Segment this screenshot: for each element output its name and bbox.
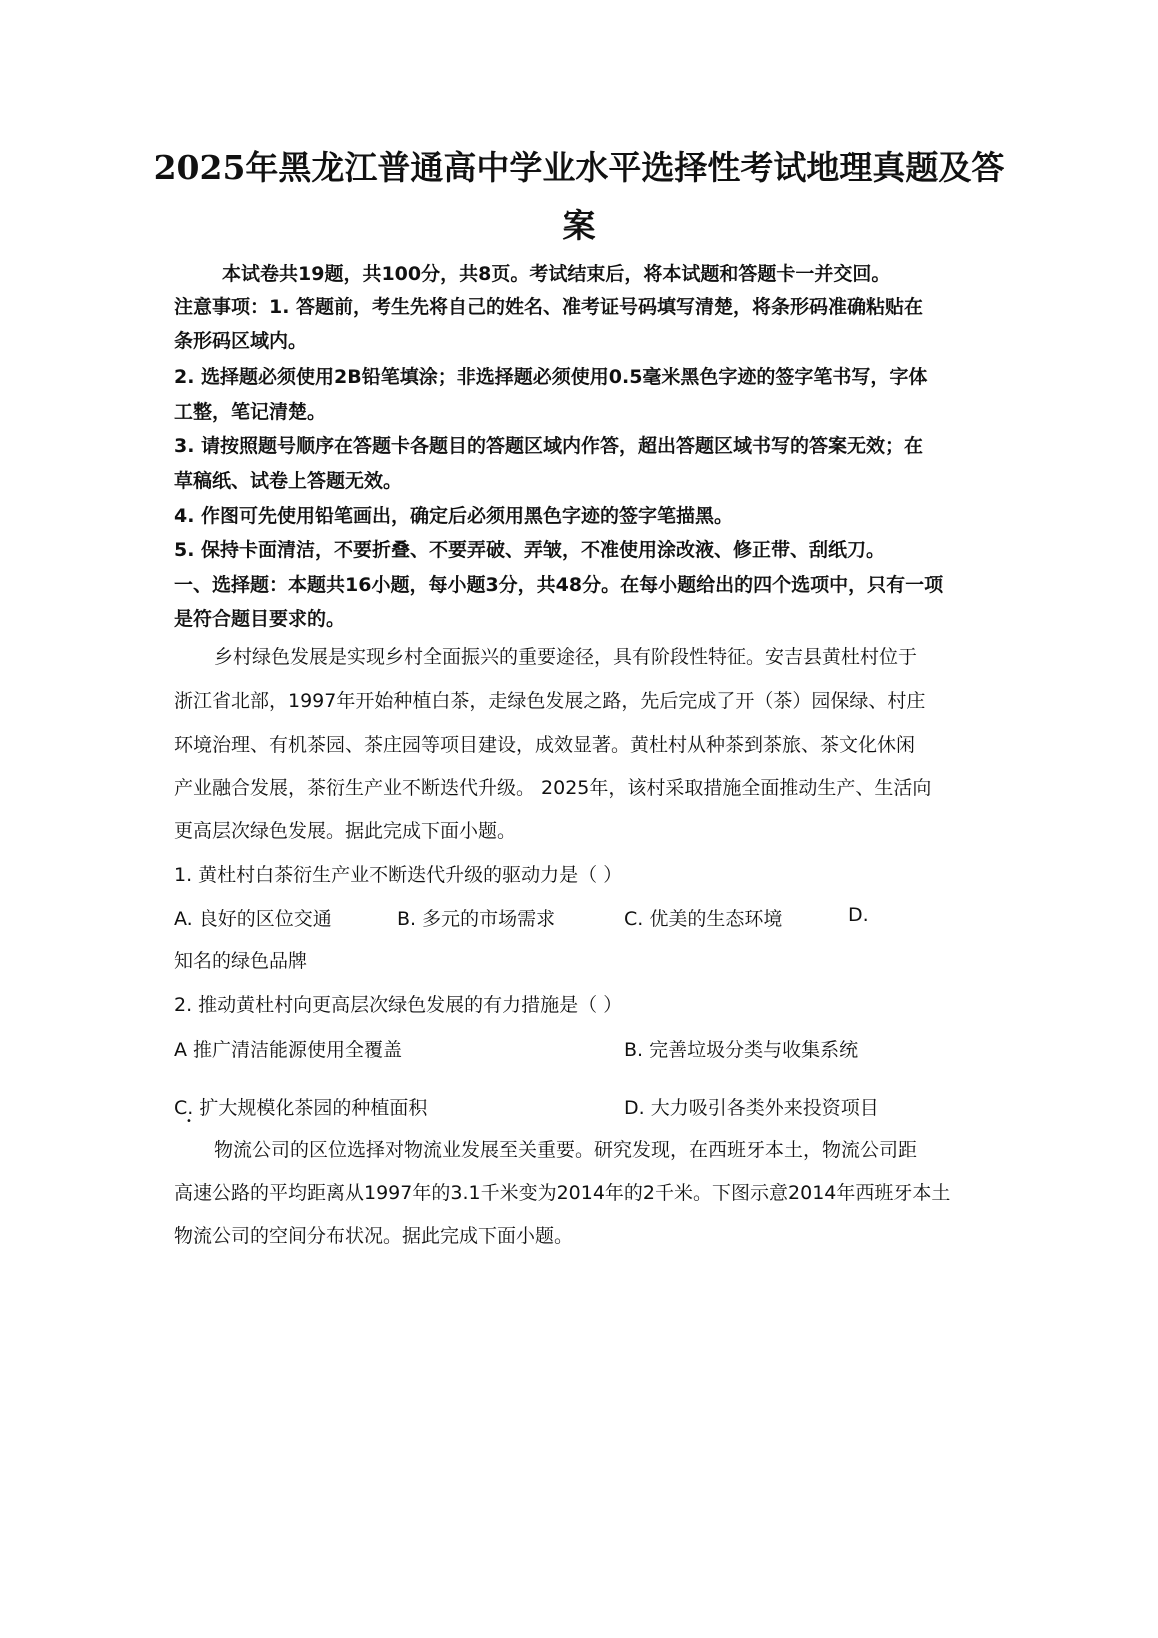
q2-option-c: C. 扩大规模化茶园的种植面积 (174, 1097, 428, 1119)
passage2-line-1: 物流公司的区位选择对物流业发展至关重要。研究发现，在西班牙本土，物流公司距 (214, 1139, 918, 1161)
passage2-line-2: 高速公路的平均距离从1997年的3.1千米变为2014年的2千米。下图示意2014年西班牙本土 (174, 1182, 951, 1204)
passage2-line-3: 物流公司的空间分布状况。据此完成下面小题。 (174, 1225, 574, 1247)
notice-line-8: 5. 保持卡面清洁，不要折叠、不要弄破、弄皱，不准使用涂改液、修正带、刮纸刀。 (174, 539, 886, 561)
notice-line-3: 2. 选择题必须使用2B铅笔填涂；非选择题必须使用0.5毫米黑色字迹的签字笔书写，字体 (174, 366, 928, 388)
q1-stem: 1. 黄杜村白茶衍生产业不断迭代升级的驱动力是（ ） (174, 864, 623, 886)
passage1-line-2: 浙江省北部，1997年开始种植白茶，走绿色发展之路，先后完成了开（茶）园保绿、村庄 (174, 690, 926, 712)
q2-option-a: A 推广清洁能源使用全覆盖 (174, 1039, 403, 1061)
exam-intro: 本试卷共19题，共100分，共8页。考试结束后，将本试题和答题卡一并交回。 (222, 263, 891, 285)
q1-option-b: B. 多元的市场需求 (397, 908, 556, 930)
passage1-line-5: 更高层次绿色发展。据此完成下面小题。 (174, 820, 517, 842)
q2-option-b: B. 完善垃圾分类与收集系统 (624, 1039, 859, 1061)
notice-line-2: 条形码区域内。 (174, 330, 308, 352)
notice-line-6: 草稿纸、试卷上答题无效。 (174, 470, 403, 492)
q2-option-d: D. 大力吸引各类外来投资项目 (624, 1097, 879, 1119)
notice-line-4: 工整，笔记清楚。 (174, 401, 327, 423)
doc-title-line-2: 案 (562, 206, 596, 245)
q1-option-d-label: D. (848, 904, 869, 926)
q1-option-c: C. 优美的生态环境 (624, 908, 783, 930)
notice-line-1: 注意事项：1. 答题前，考生先将自己的姓名、准考证号码填写清楚，将条形码准确粘贴在 (174, 296, 924, 318)
stray-dot: • (186, 1116, 192, 1127)
section-heading-line-2: 是符合题目要求的。 (174, 608, 346, 630)
doc-title-line-1: 2025年黑龙江普通高中学业水平选择性考试地理真题及答 (153, 148, 1005, 187)
passage1-line-1: 乡村绿色发展是实现乡村全面振兴的重要途径，具有阶段性特征。安吉县黄杜村位于 (214, 646, 918, 668)
passage1-line-3: 环境治理、有机茶园、茶庄园等项目建设，成效显著。黄杜村从种茶到茶旅、茶文化休闲 (174, 734, 916, 756)
q1-option-d-text: 知名的绿色品牌 (174, 950, 308, 972)
q2-stem: 2. 推动黄杜村向更高层次绿色发展的有力措施是（ ） (174, 994, 623, 1016)
passage1-line-4: 产业融合发展，茶衍生产业不断迭代升级。 2025年，该村采取措施全面推动生产、生活向 (174, 777, 932, 799)
notice-line-5: 3. 请按照题号顺序在答题卡各题目的答题区域内作答，超出答题区域书写的答案无效；在 (174, 435, 924, 457)
section-heading-line-1: 一、选择题：本题共16小题，每小题3分，共48分。在每小题给出的四个选项中，只有一项 (174, 574, 944, 596)
q1-option-a: A. 良好的区位交通 (174, 908, 332, 930)
notice-line-7: 4. 作图可先使用铅笔画出，确定后必须用黑色字迹的签字笔描黑。 (174, 505, 734, 527)
